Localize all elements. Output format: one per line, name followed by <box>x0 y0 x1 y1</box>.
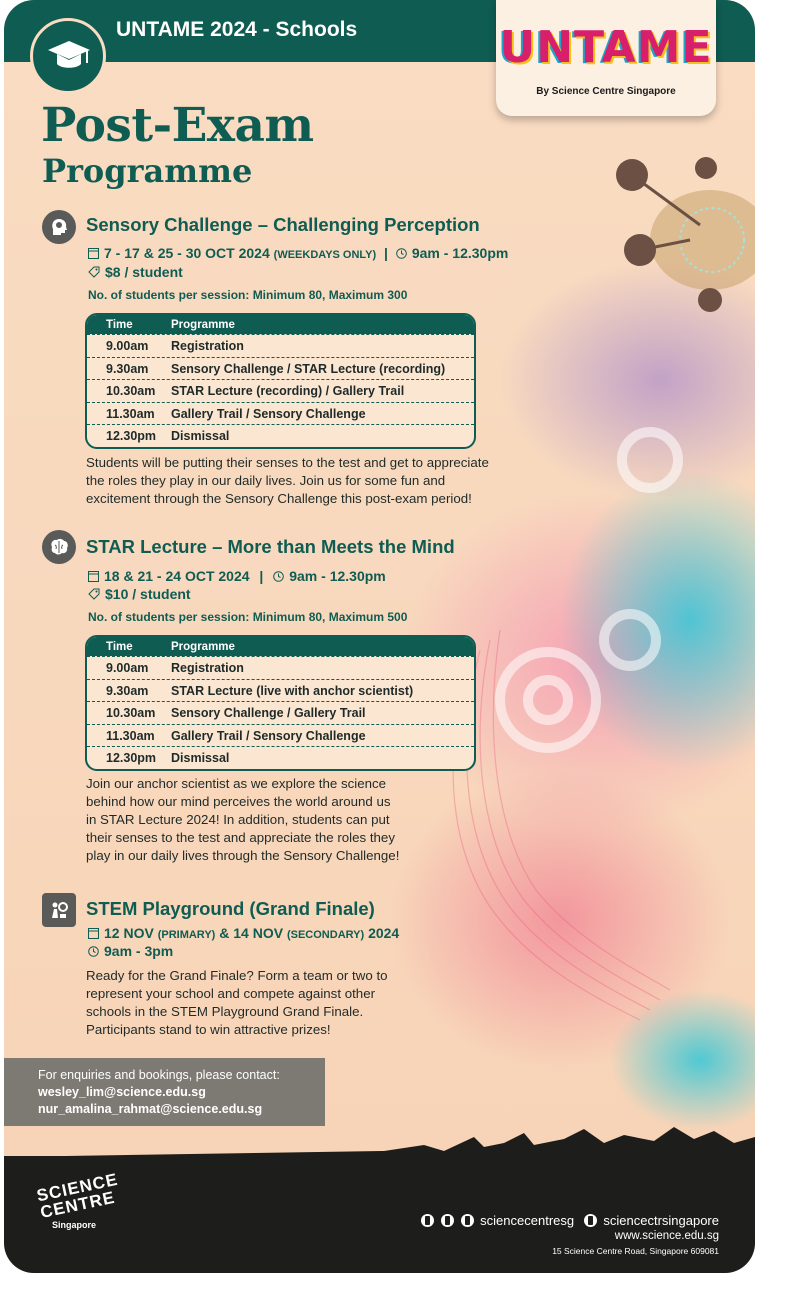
table-row <box>87 701 474 724</box>
section2-title: STAR Lecture – More than Meets the Mind <box>86 536 455 557</box>
section3-amp: & <box>219 925 230 941</box>
section2-time: 9am - 12.30pm <box>289 568 386 584</box>
section2-schedule-table <box>85 635 476 771</box>
section2-price: $10 / student <box>105 586 191 602</box>
row-programme: Gallery Trail / Sensory Challenge <box>171 406 366 421</box>
section1-time: 9am - 12.30pm <box>411 245 509 261</box>
row-programme: Gallery Trail / Sensory Challenge <box>171 728 366 743</box>
row-time: 11.30am <box>106 728 155 743</box>
graduation-cap-badge <box>30 18 106 94</box>
table-row <box>87 379 474 402</box>
description-line: excitement through the Sensory Challenge this post-exam period! <box>86 491 472 506</box>
section3-date-primary-note: (PRIMARY) <box>157 929 216 941</box>
website-link[interactable]: www.science.edu.sg <box>614 1230 719 1242</box>
table-row <box>87 424 474 447</box>
description-line: Students will be putting their senses to the test and get to appreciate <box>86 455 489 470</box>
section3-description <box>86 967 556 1039</box>
price-tag-icon <box>88 266 100 278</box>
price-tag-icon <box>88 588 100 600</box>
science-centre-logo-sub: Singapore <box>51 1220 96 1230</box>
section3-date-secondary: 14 NOV <box>233 925 284 941</box>
brain-icon <box>42 530 76 564</box>
row-time: 10.30am <box>106 706 156 720</box>
headline-line2: Programme <box>42 152 253 190</box>
table-row <box>87 746 474 769</box>
section1-price: $8 / student <box>105 264 183 280</box>
section2-separator: | <box>259 568 264 584</box>
science-centre-logo-text: SCIENCE CENTRE <box>35 1169 120 1223</box>
row-programme: Dismissal <box>171 429 230 443</box>
table-row <box>87 357 474 380</box>
contact-box <box>4 1058 325 1126</box>
description-line: Participants stand to win attractive prizes! <box>86 1022 331 1037</box>
description-line: their senses to the test and appreciate the roles they <box>86 830 395 845</box>
section3-title: STEM Playground (Grand Finale) <box>86 898 375 919</box>
section2-description <box>86 775 556 865</box>
clock-icon <box>88 946 99 957</box>
address: 15 Science Centre Road, Singapore 609081 <box>552 1246 719 1256</box>
row-time: 9.00am <box>106 339 149 353</box>
headline-line1: Post-Exam <box>41 98 314 153</box>
description-line: represent your school and compete against other <box>86 986 376 1001</box>
social-handles <box>421 1213 719 1228</box>
untame-logo-subtitle: By Science Centre Singapore <box>536 86 676 97</box>
row-programme: Dismissal <box>171 751 230 765</box>
section1-capacity: No. of students per session: Minimum 80, Maximum 300 <box>88 288 408 302</box>
social-handle-2[interactable]: sciencectrsingapore <box>603 1213 719 1228</box>
description-line: Join our anchor scientist as we explore the science <box>86 776 387 791</box>
youtube-icon[interactable] <box>584 1214 597 1227</box>
section3-time-line <box>88 943 173 959</box>
description-line: Ready for the Grand Finale? Form a team or two to <box>86 968 388 983</box>
social-handle-1[interactable]: sciencecentresg <box>480 1213 575 1228</box>
contact-email-1[interactable]: wesley_lim@science.edu.sg <box>38 1085 206 1099</box>
section3-time: 9am - 3pm <box>104 943 174 959</box>
row-programme: Sensory Challenge / Gallery Trail <box>171 706 366 720</box>
row-time: 9.30am <box>106 361 149 376</box>
section1-schedule-line <box>88 245 508 261</box>
section1-separator: | <box>384 245 388 261</box>
table-header <box>87 315 474 334</box>
description-line: play in our daily lives through the Sensory Challenge! <box>86 848 400 863</box>
description-line: schools in the STEM Playground Grand Finale. <box>86 1004 364 1019</box>
row-time: 9.30am <box>106 683 149 698</box>
section2-price-line <box>88 586 191 602</box>
table-header-time: Time <box>106 319 133 331</box>
facebook-icon[interactable] <box>421 1214 434 1227</box>
row-time: 9.00am <box>106 661 149 675</box>
untame-logo-wordmark: UNTAME <box>499 22 713 73</box>
row-programme: Registration <box>171 661 244 675</box>
row-time: 12.30pm <box>106 429 157 443</box>
table-header-programme: Programme <box>171 319 235 331</box>
table-row <box>87 724 474 747</box>
section3-date-primary: 12 NOV <box>104 925 154 941</box>
row-programme: Registration <box>171 339 244 353</box>
table-header-programme: Programme <box>171 641 235 653</box>
row-time: 10.30am <box>106 384 156 398</box>
row-programme: STAR Lecture (live with anchor scientist) <box>171 683 414 698</box>
section1-dates: 7 - 17 & 25 - 30 OCT 2024 <box>104 245 270 261</box>
table-row <box>87 334 474 357</box>
section3-date-secondary-note: (SECONDARY) <box>286 929 365 941</box>
description-line: in STAR Lecture 2024! In addition, students can put <box>86 812 390 827</box>
untame-logo <box>496 0 716 116</box>
header-title: UNTAME 2024 - Schools <box>116 18 358 41</box>
section1-description <box>86 454 556 508</box>
section1-schedule-table <box>85 313 476 449</box>
poster-card <box>4 0 755 1273</box>
description-line: the roles they play in our daily lives. Join us for some fun and <box>86 473 446 488</box>
contact-intro: For enquiries and bookings, please contact: <box>38 1068 280 1082</box>
science-centre-logo <box>35 1169 120 1250</box>
contact-email-2[interactable]: nur_amalina_rahmat@science.edu.sg <box>38 1102 263 1116</box>
head-gears-icon <box>42 210 76 244</box>
clock-icon <box>396 248 407 259</box>
section3-year: 2024 <box>368 925 400 941</box>
instagram-icon[interactable] <box>441 1214 454 1227</box>
playground-icon <box>42 893 76 927</box>
graduation-cap-icon <box>47 39 91 73</box>
section2-dates: 18 & 21 - 24 OCT 2024 <box>104 568 250 584</box>
telegram-icon[interactable] <box>461 1214 474 1227</box>
calendar-icon <box>88 570 99 582</box>
section1-title: Sensory Challenge – Challenging Perception <box>86 214 480 235</box>
table-row <box>87 679 474 702</box>
section3-dates-line <box>88 925 399 941</box>
table-header <box>87 637 474 656</box>
table-header-time: Time <box>106 641 133 653</box>
clock-icon <box>273 571 284 582</box>
row-time: 11.30am <box>106 406 155 421</box>
row-programme: STAR Lecture (recording) / Gallery Trail <box>171 384 405 398</box>
section2-capacity: No. of students per session: Minimum 80, Maximum 500 <box>88 610 408 624</box>
section1-price-line <box>88 264 183 280</box>
description-line: behind how our mind perceives the world around us <box>86 794 391 809</box>
row-programme: Sensory Challenge / STAR Lecture (recording) <box>171 361 446 376</box>
table-row <box>87 402 474 425</box>
table-row <box>87 656 474 679</box>
section2-schedule-line <box>88 568 386 584</box>
row-time: 12.30pm <box>106 751 157 765</box>
calendar-icon <box>88 247 99 259</box>
section1-dates-note: (WEEKDAYS ONLY) <box>273 249 377 261</box>
calendar-icon <box>88 927 99 939</box>
